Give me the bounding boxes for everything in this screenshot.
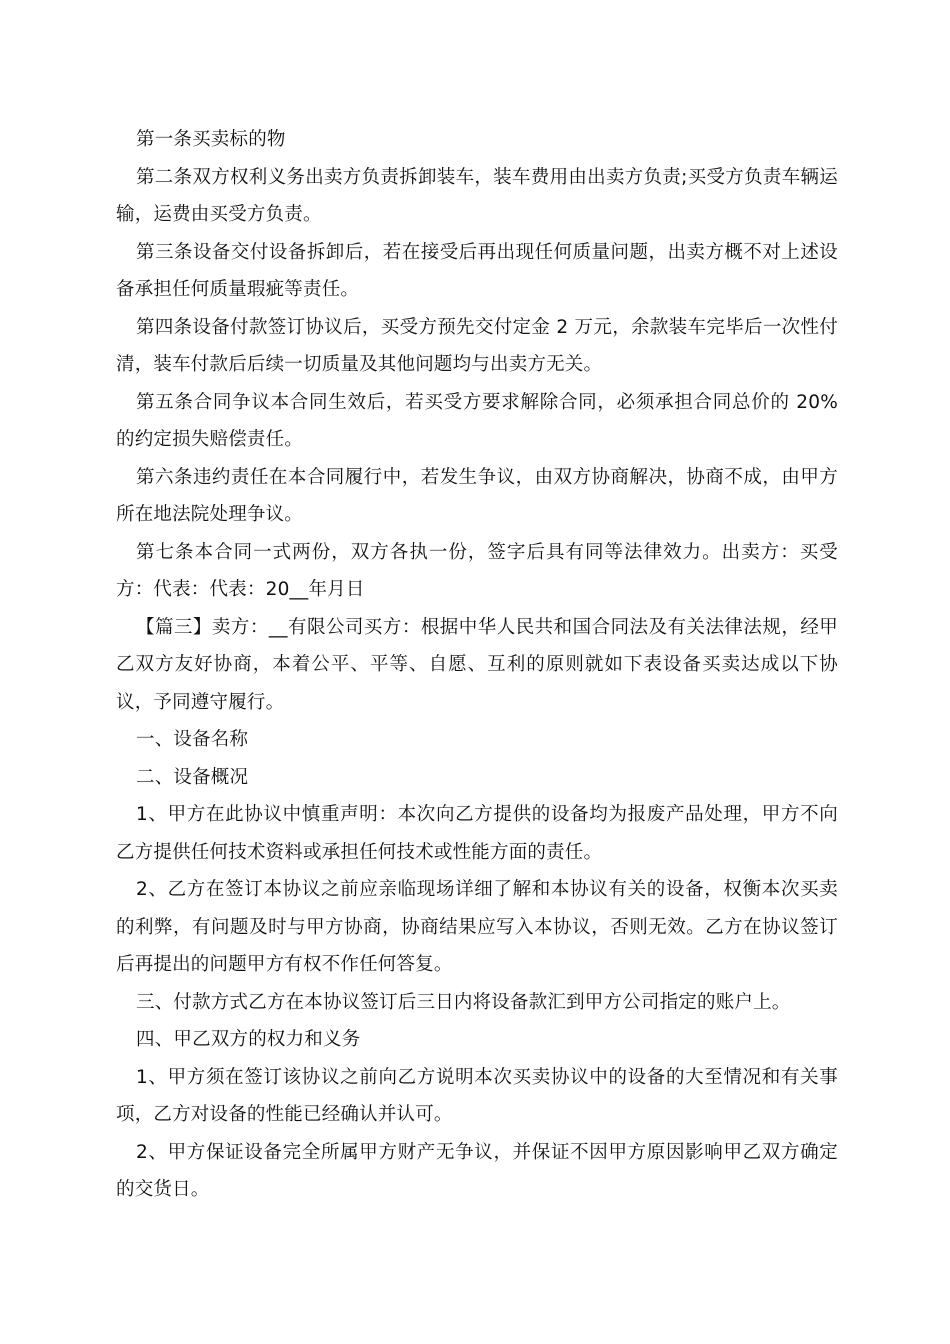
section-heading-equipment-name: 一、设备名称 — [136, 729, 249, 750]
paragraph-overview-item-1: 1、甲方在此协议中慎重声明：本次向乙方提供的设备均为报废产品处理，甲方不向乙方提供任何技术资料或承担任何技术或性能方面的责任。 — [116, 804, 838, 863]
section-heading-equipment-overview: 二、设备概况 — [136, 766, 249, 788]
paragraph-article-6: 第六条违约责任在本合同履行中，若发生争议，由双方协商解决，协商不成，由甲方所在地法院处理争议。 — [116, 466, 838, 525]
paragraph-article-4: 第四条设备付款签订协议后，买受方预先交付定金 2 万元，余款装车完毕后一次性付清，装车付款后后续一切质量及其他问题均与出卖方无关。 — [116, 316, 838, 375]
paragraph-article-1: 第一条买卖标的物 — [136, 129, 286, 150]
paragraph-rights-item-1: 1、甲方须在签订该协议之前向乙方说明本次买卖协议中的设备的大至情况和有关事项，乙方对设备的性能已经确认并认可。 — [116, 1066, 838, 1125]
paragraph-part-three-intro: 【篇三】卖方：__有限公司买方：根据中华人民共和国合同法及有关法律法规，经甲乙双方友好协商，本着公平、平等、自愿、互利的原则就如下表设备买卖达成以下协议，予同遵守履行。 — [116, 616, 838, 713]
paragraph-article-2: 第二条双方权利义务出卖方负责拆卸装车，装车费用由出卖方负责;买受方负责车辆运输，运费由买受方负责。 — [116, 166, 838, 225]
document-body — [116, 121, 838, 1209]
paragraph-article-5: 第五条合同争议本合同生效后，若买受方要求解除合同，必须承担合同总价的 20%的约定损失赔偿责任。 — [116, 391, 838, 450]
section-payment-method: 三、付款方式乙方在本协议签订后三日内将设备款汇到甲方公司指定的账户上。 — [136, 991, 791, 1013]
paragraph-rights-item-2: 2、甲方保证设备完全所属甲方财产无争议，并保证不因甲方原因影响甲乙双方确定的交货日。 — [116, 1141, 838, 1200]
paragraph-article-3: 第三条设备交付设备拆卸后，若在接受后再出现任何质量问题，出卖方概不对上述设备承担任何质量瑕疵等责任。 — [116, 241, 838, 300]
paragraph-overview-item-2: 2、乙方在签订本协议之前应亲临现场详细了解和本协议有关的设备，权衡本次买卖的利弊，有问题及时与甲方协商，协商结果应写入本协议，否则无效。乙方在协议签订后再提出的问题甲方有权不作任何答复。 — [116, 879, 838, 975]
section-heading-rights-obligations: 四、甲乙双方的权力和义务 — [136, 1029, 361, 1050]
paragraph-article-7: 第七条本合同一式两份，双方各执一份，签字后具有同等法律效力。出卖方：买受方：代表：代表：20__年月日 — [116, 541, 838, 600]
